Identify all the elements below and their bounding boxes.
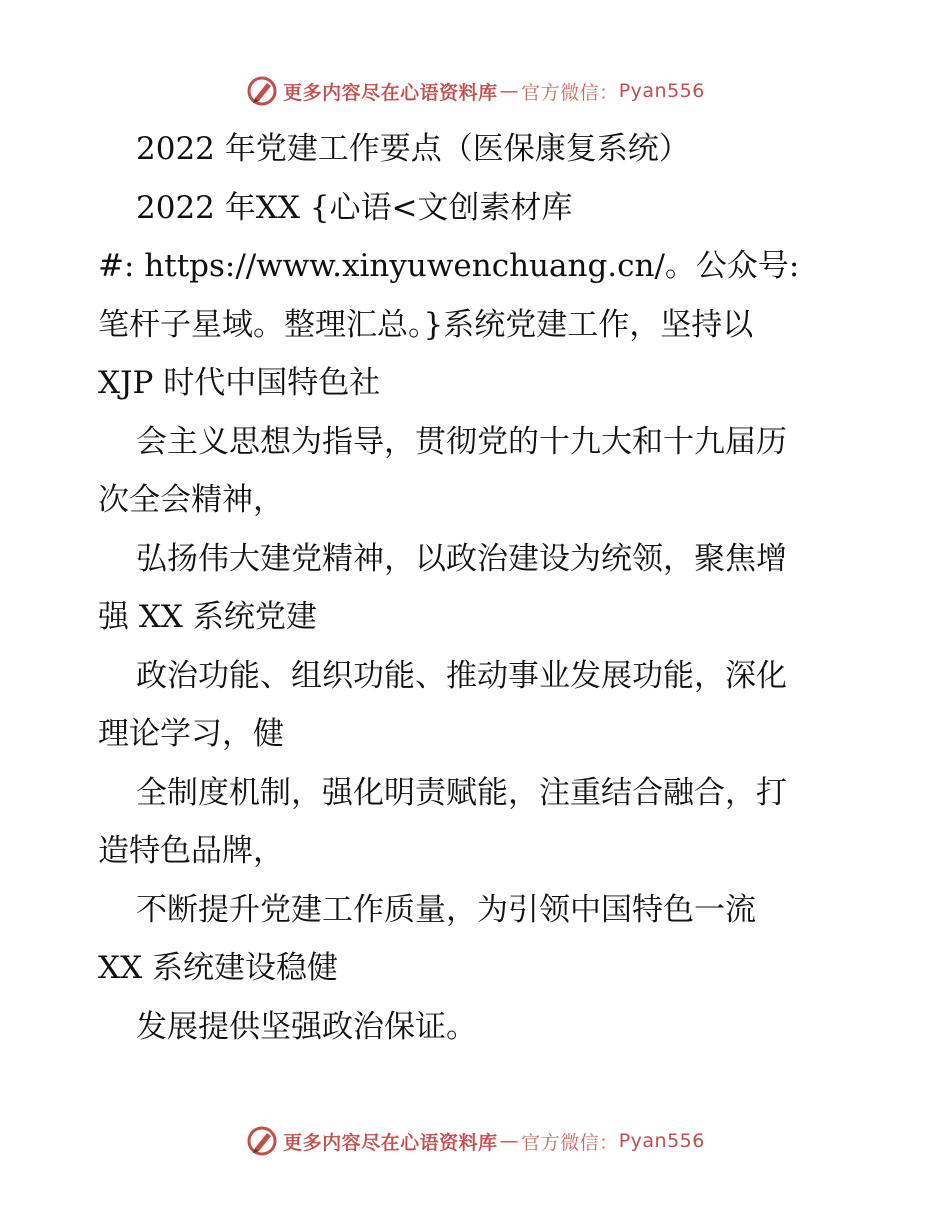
- doc-line: 弘扬伟大建党精神，以政治建设为统领，聚焦增: [136, 540, 787, 577]
- watermark-dash: —: [499, 1130, 520, 1152]
- doc-line: 2022 年XX {心语<文创素材库: [136, 189, 573, 226]
- watermark-label: 官方微信：: [521, 1131, 619, 1154]
- doc-line: #: https://www.xinyuwenchuang.cn/。公众号:: [98, 248, 800, 284]
- watermark-text: 更多内容尽在心语资料库: [283, 1131, 498, 1154]
- doc-line: 笔杆子星域。整理汇总。}系统党建工作，坚持以: [98, 306, 754, 343]
- doc-line: 发展提供坚强政治保证。: [136, 1008, 477, 1045]
- doc-line: 次全会精神，: [98, 482, 284, 518]
- doc-line: XJP 时代中国特色社: [98, 365, 381, 401]
- doc-line: 政治功能、组织功能、推动事业发展功能，深化: [136, 657, 787, 694]
- doc-line: XX 系统建设稳健: [98, 950, 338, 986]
- doc-line: 强 XX 系统党建: [98, 599, 317, 635]
- doc-line: 会主义思想为指导，贯彻党的十九大和十九届历: [136, 423, 787, 460]
- doc-line: 理论学习，健: [98, 716, 284, 752]
- document-body: [98, 120, 898, 1056]
- watermark-wechat-id: Pyan556: [618, 80, 705, 102]
- doc-line: 全制度机制，强化明责赋能，注重结合融合，打: [136, 774, 787, 811]
- watermark-dash: —: [499, 80, 520, 102]
- pen-logo-icon: [245, 74, 279, 108]
- doc-line: 不断提升党建工作质量，为引领中国特色一流: [136, 891, 756, 928]
- doc-line: 造特色品牌，: [98, 833, 284, 869]
- watermark-wechat-id: Pyan556: [618, 1130, 705, 1152]
- footer-watermark: [0, 1124, 950, 1158]
- pen-logo-icon: [245, 1124, 279, 1158]
- watermark-text: 更多内容尽在心语资料库: [283, 81, 498, 104]
- header-watermark: [0, 74, 950, 108]
- watermark-label: 官方微信：: [521, 81, 619, 104]
- doc-line: 2022 年党建工作要点（医保康复系统）: [136, 131, 690, 167]
